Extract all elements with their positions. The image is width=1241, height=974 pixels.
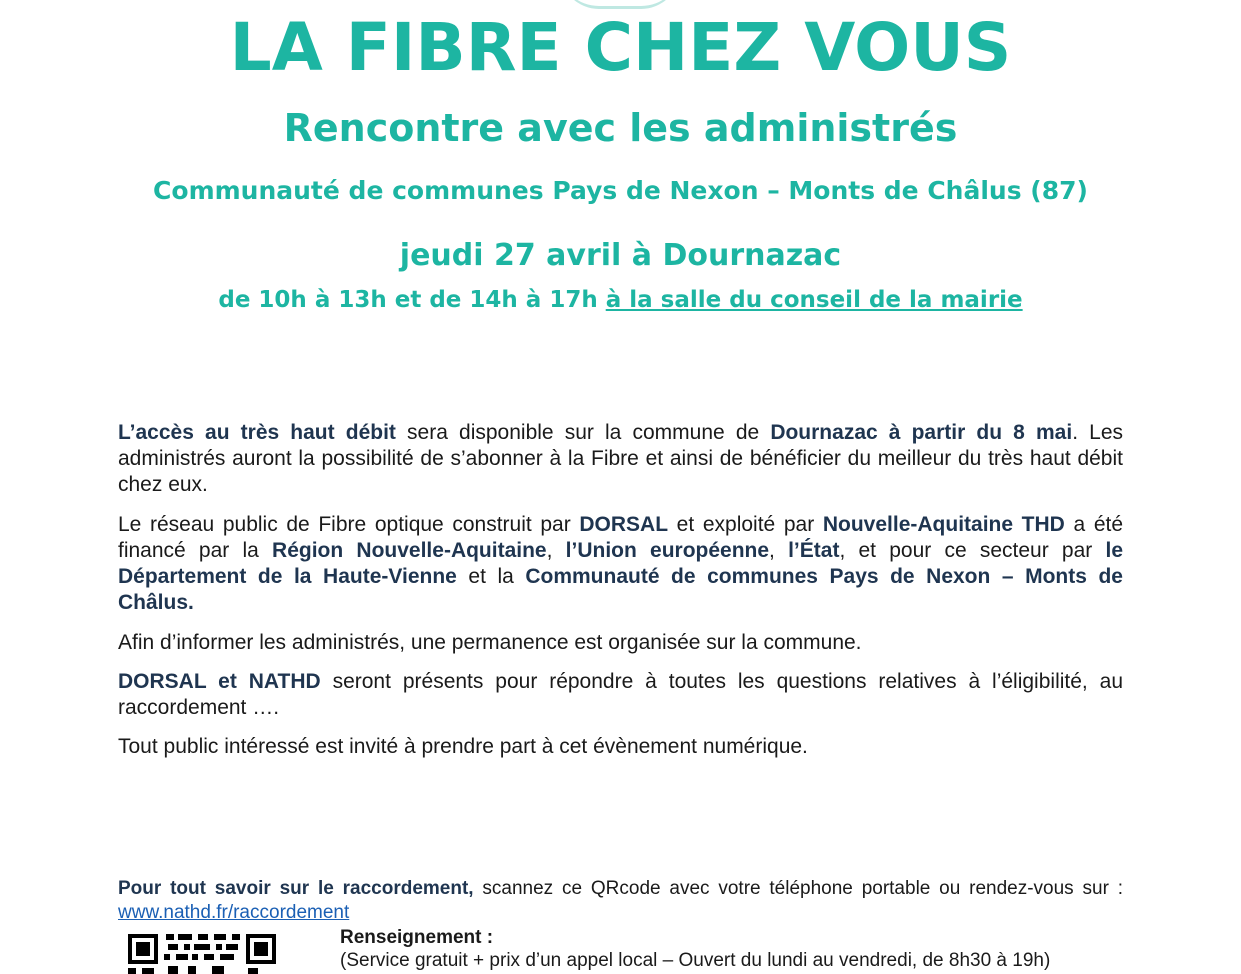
bold-text: DORSAL et NATHD [118,670,321,693]
text: , [546,539,566,562]
paragraph-access [118,420,1123,498]
bold-text: Nouvelle-Aquitaine THD [822,513,1065,536]
paragraph-invitation: Tout public intéressé est invité à prendre part à cet évènement numérique. [118,735,808,758]
text: sera disponible sur la commune de [395,421,771,444]
bold-text: L’accès au très haut débit [118,421,396,444]
bold-text: l’État [788,539,840,562]
text: Le réseau public de Fibre optique construit par [118,513,580,536]
bold-text: l’Union européenne [565,539,770,562]
event-hours: de 10h à 13h et de 14h à 17h [218,287,598,313]
bold-text: le Département de la Haute-Vienne [118,539,1123,588]
raccordement-link[interactable]: www.nathd.fr/raccordement [118,902,350,923]
info-subtitle: (Service gratuit + prix d’un appel local – Ouvert du lundi au vendredi, de 8h30 à 19h) [340,950,1051,971]
info-title: Renseignement : [340,927,494,948]
text: scannez ce QRcode avec votre téléphone portable ou rendez-vous sur : [473,878,1123,899]
paragraph-presence [118,669,1123,721]
text: a été financé par la [118,513,1124,562]
text: . Les administrés auront la possibilité de s’abonner à la Fibre et ainsi de bénéficier du meilleur du très haut débit chez eux. [118,421,1124,496]
community-name: Communauté de communes Pays de Nexon – Monts de Châlus (87) [153,176,1088,205]
page-title: LA FIBRE CHEZ VOUS [229,9,1012,86]
text: et exploité par [668,513,823,536]
text: et la [456,565,526,588]
bold-text: Région Nouvelle-Aquitaine [272,539,547,562]
page-subtitle: Rencontre avec les administrés [283,106,958,150]
qr-code [128,934,278,974]
footer-raccordement [118,877,1123,925]
bold-text: DORSAL [579,513,669,536]
event-hours-line [0,284,1241,316]
paragraph-inform: Afin d’informer les administrés, une permanence est organisée sur la commune. [118,631,862,654]
text: , et pour ce secteur par [839,539,1106,562]
event-date: jeudi 27 avril à Dournazac [399,238,842,273]
text: seront présents pour répondre à toutes les questions relatives à l’éligibilité, au raccordement …. [118,670,1123,719]
event-venue: à la salle du conseil de la mairie [605,287,1023,313]
bold-text: Pour tout savoir sur le raccordement, [118,878,474,899]
text: , [769,539,789,562]
paragraph-network [118,512,1123,616]
bold-text: Communauté de communes Pays de Nexon – Monts de Châlus. [118,565,1123,614]
bold-text: Dournazac à partir du 8 mai [770,421,1073,444]
